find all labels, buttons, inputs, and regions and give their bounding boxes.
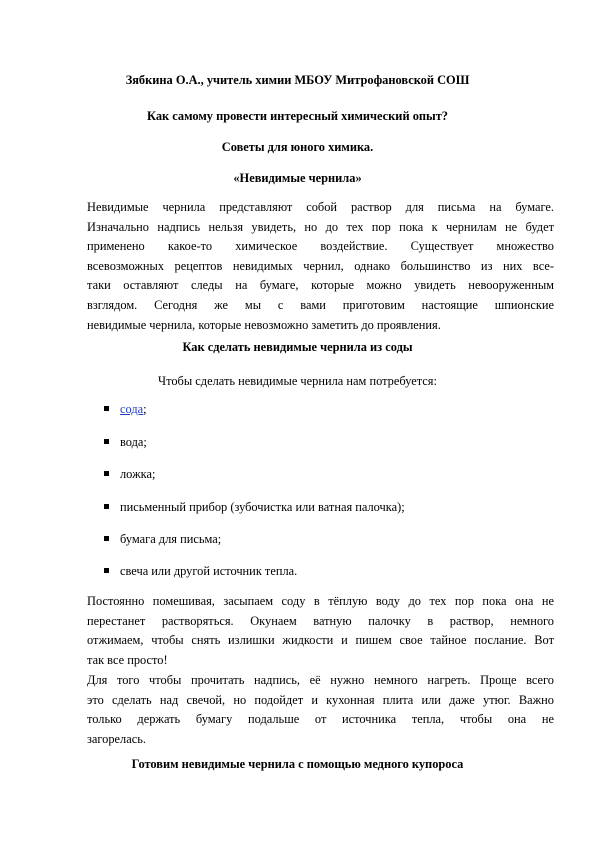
intro-line: всевозможных рецептов невидимых чернил, однако большинство из них все- bbox=[87, 258, 554, 273]
square-bullet-icon bbox=[104, 568, 109, 573]
intro-line: Невидимые чернила представляют собой раствор для письма на бумаге. bbox=[87, 200, 554, 214]
list-item-text: свеча или другой источник тепла. bbox=[120, 564, 298, 578]
list-item bbox=[104, 531, 221, 547]
step1-line: Постоянно помешивая, засыпаем соду в тёплую воду до тех пор пока она не bbox=[87, 594, 554, 608]
list-item bbox=[104, 434, 147, 450]
intro-line: Изначально надпись нельзя увидеть, но до тех пор пока к чернилам не будет bbox=[87, 219, 554, 234]
step1-line: отжимаем, чтобы снять излишки жидкости и пишем свое тайное послание. Вот bbox=[87, 633, 554, 648]
section1-title: Как сделать невидимые чернила из соды bbox=[182, 340, 413, 354]
list-item bbox=[104, 466, 155, 482]
list-item-text: бумага для письма; bbox=[120, 532, 222, 546]
square-bullet-icon bbox=[104, 439, 109, 444]
square-bullet-icon bbox=[104, 504, 109, 509]
square-bullet-icon bbox=[104, 406, 109, 411]
intro-line: взглядом. Сегодня же мы с вами приготовим настоящие шпионские bbox=[87, 297, 554, 312]
soda-link[interactable]: сода bbox=[120, 402, 144, 416]
subtitle: Советы для юного химика. bbox=[221, 140, 374, 154]
list-item-text: ложка; bbox=[120, 467, 156, 481]
list-item bbox=[104, 499, 405, 515]
step2-line: загорелась. bbox=[87, 731, 146, 746]
list-item-text: вода; bbox=[120, 435, 147, 449]
intro-line: таки оставляют следы на бумаге, которые можно увидеть невооруженным bbox=[87, 278, 554, 293]
section2-title: Готовим невидимые чернила с помощью медного купороса bbox=[131, 757, 464, 771]
list-item-suffix: ; bbox=[143, 402, 147, 416]
step2-paragraph bbox=[87, 671, 554, 749]
step2-line: Для того чтобы прочитать надпись, её нужно немного нагреть. Проще всего bbox=[87, 673, 554, 687]
question-title: Как самому провести интересный химический опыт? bbox=[147, 109, 448, 123]
materials-intro: Чтобы сделать невидимые чернила нам потребуется: bbox=[158, 374, 437, 388]
list-item-text: письменный прибор (зубочистка или ватная палочка); bbox=[120, 500, 405, 514]
step2-line: это сделать над свечой, но подойдет и кухонная плита или даже утюг. Важно bbox=[87, 692, 554, 707]
intro-line: невидимые чернила, которые невозможно заметить до проявления. bbox=[87, 317, 441, 332]
step1-line: так все просто! bbox=[87, 652, 168, 667]
list-item bbox=[104, 401, 147, 417]
intro-line: применено какое-то химическое воздействие. Существует множество bbox=[87, 239, 554, 254]
step1-line: перестанет растворяться. Окунаем ватную палочку в раствор, немного bbox=[87, 613, 554, 628]
step1-paragraph bbox=[87, 592, 554, 670]
author-line: Зябкина О.А., учитель химии МБОУ Митрофановской СОШ bbox=[125, 73, 470, 87]
step2-line: только держать бумагу подальше от источника тепла, чтобы она не bbox=[87, 712, 554, 727]
intro-paragraph bbox=[87, 198, 554, 335]
list-item bbox=[104, 563, 297, 579]
square-bullet-icon bbox=[104, 536, 109, 541]
topic-title: «Невидимые чернила» bbox=[233, 171, 362, 185]
square-bullet-icon bbox=[104, 471, 109, 476]
